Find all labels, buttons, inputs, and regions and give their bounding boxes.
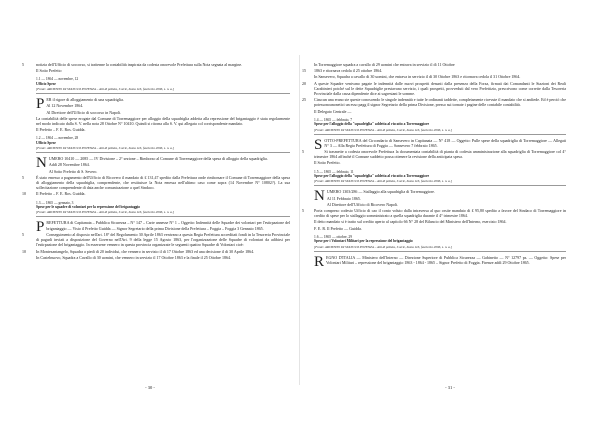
- document-header: [314, 118, 566, 127]
- drop-cap: R: [314, 253, 325, 270]
- paragraph-text: EGNO D'ITALIA — Ministero dell'Interno — Direzione Superiore di Pubblica Sicurezza — Gabinetto — N° 12797 ps. — Oggetto: Spese per Volontari Militari – repressione del brigantaggio 1863 - 1864 - 1865 – Signor Prefetto di Foggia. Firenze addì 29 Ottobre 1865.: [326, 254, 566, 265]
- text-paragraph: [22, 174, 290, 191]
- line-number: 5: [302, 149, 304, 155]
- line-number: 5: [22, 231, 24, 237]
- archive-source: [Fonte: ARCHIVIO DI STATO DI POTENZA – Atti di polizia, I serie, busta 116, fascicolo 2096, s. n. a.]: [314, 128, 566, 135]
- text-paragraph: [36, 68, 290, 73]
- paragraph-text: In Montesantangelo, Squadra a piedi di 20 individui, che vennero in servizio il di 17 Ottobre 1863 ed una decisione il di 30 Aprile 1864.: [36, 248, 255, 254]
- drop-cap: N: [314, 188, 325, 205]
- document-header: [36, 201, 290, 210]
- text-paragraph: [36, 116, 290, 126]
- text-paragraph: [302, 68, 566, 74]
- right-page: [300, 0, 600, 424]
- paragraph-text: ER il rigore di alloggiamento di una squadriglia.: [46, 97, 124, 103]
- paragraph-text: A queste Squadre venivano pagate le indennità dalle nuovi prospetti desunti dalla presenza della Forza, firmati dai Comandanti le Stazioni dei Reali Carabinieri poiché sul le dette Squadriglie prestavano servizio, i quali prospetti, provveduti dal vero Prefettizio, prescrivono come corrette dalla Tesoreria Provinciale dalla cassa dipendente dice ai sagrestani le somme.: [314, 80, 566, 97]
- text-paragraph: [314, 160, 566, 165]
- paragraph-text: OTTO-PREFETTURA del Circondario di Sansevero in Capitanata — N° 418 — Oggetto: Pulle spese della squadriglia di Torremaggiore — Allegati N° 3 — Alla Regia Prefettura di Foggia — Sansevero 7 febbraio 1865.: [324, 137, 566, 148]
- text-paragraph: [302, 208, 566, 219]
- paragraph-text: Al Direttore dell'Ufficio di Ricovero Napoli.: [326, 201, 399, 207]
- paragraph-text: In Castelnuovo, Squadra a Cavallo di 30 uomini, che vennero in servizio il 17 Ottobre 1863 e la finale il 25 Ottobre 1864.: [36, 254, 231, 260]
- document-header: [36, 136, 290, 145]
- paragraph-text: Al Sotto Prefetto di S. Severo.: [48, 168, 98, 174]
- drop-cap: N: [36, 155, 47, 172]
- line-number: 10: [22, 248, 26, 254]
- document-title: Ufficio Spese: [36, 81, 56, 86]
- paragraph-text: UMERO 1303/286 — Stallaggio alla squadriglia di Torremaggiore.: [326, 189, 435, 195]
- paragraph-text: Il detto mandato si è tratto sul credito aperto al capitolo 66 N° 28 del Bilancio del Ministero dell'Interno, esercizio 1864.: [314, 219, 507, 225]
- archive-source: [Fonte: ARCHIVIO DI STATO DI POTENZA – Atti di polizia, I serie, busta 116, fascicolo 2096, s. n. a.]: [314, 245, 566, 252]
- paragraph-text: Al 12 Novembre 1864.: [46, 103, 84, 109]
- paragraph-text: Al Direttore dell'Ufficio di soccorso in Napoli.: [46, 109, 122, 115]
- text-paragraph: [36, 103, 290, 108]
- paragraph-text: Al 11 Febbraio 1865.: [326, 195, 361, 201]
- archive-source: [Fonte: ARCHIVIO DI STATO DI POTENZA – Atti di polizia, I serie, busta 116, fascicolo 2096, s. n. a.]: [36, 210, 290, 217]
- text-paragraph: [314, 226, 566, 231]
- paragraph-text: Il Prefetto – F. E. Ros. Guidda.: [36, 127, 86, 133]
- document-title: Spese per i Volontari Militari per la repressione del brigantaggio: [314, 239, 413, 244]
- document-date: 1.6 — 1865 — ottobre, 29: [314, 234, 353, 239]
- drop-cap: P: [36, 96, 45, 113]
- text-paragraph: [22, 62, 290, 67]
- paragraph-text: Conseguimento al disposto nell'art. 18° del Regolamento 30 Aprile 1863 venivano a questa Regia Prefettura accreditati fondi in la Tesoreria Provinciale di pagarli inviati a disposizione del Governo nell'Art. 9 della legge 15 Agosto 1863, per l'organizzazione delle Squadre di volontari da adibirsi per l'estirpazione del brigantaggio. In essersene vennero in questa provincia organizzate le seguenti quattro Squadre di Volontari cioè:: [36, 231, 290, 248]
- text-paragraph: [22, 231, 290, 248]
- text-paragraph: [314, 74, 566, 79]
- document-title: Spese per le squadre di volontari per la repressione del brigantaggio: [36, 205, 141, 210]
- text-paragraph: [314, 202, 566, 207]
- archive-source: [Fonte: ARCHIVIO DI STATO DI POTENZA – Atti di polizia, I serie, busta 116, fascicolo 2096, s. n. a.]: [314, 179, 566, 186]
- document-date: 1.2 — 1864 — novembre, 28: [36, 136, 79, 141]
- page-number: - 30 -: [145, 385, 155, 390]
- paragraph-text: In Sansevero, Squadra a cavallo di 30 uomini, che entrava in servizio il dì 30 Ottobre 1863 e ritornava cedola il 31 Ottobre 1864.: [314, 74, 521, 80]
- text-paragraph: [314, 62, 566, 67]
- document-title: Spese per l'alloggio della "squadriglia" addetta al riscatto a Torremaggiore: [314, 122, 430, 127]
- document-header: [36, 77, 290, 86]
- text-paragraph: [314, 196, 566, 201]
- paragraph-text: UMERO 10410 — 2085 — IV Divisione – 2° sezione – Rimborso al Comune di Torremaggiore della spesa di alloggio della squadriglia.: [48, 156, 268, 162]
- paragraph-text: Ciascun una erano ste queste conoscendo le singole indennità e tutte le ordinanti taddette, completamente ricevute il mandato che si andiede. Ed è perciò che potessonoanonetici un esso pagg il signor Segretario della prima Divisione, presso sui tornate i pagine delle contabile contabilità.: [314, 97, 566, 108]
- paragraph-text: La contabilità delle spese erogate dal Comune di Torremaggiore per alloggio della squadriglia addetta alla repressione del brigantaggio è stata regolarmente nel modo indicato dalla S. V. nella nota 28 Ottobre N° 10410. Quindi si ritorna alla S. V. qui allegata col corrispondente mandato.: [36, 115, 290, 127]
- text-paragraph: [36, 219, 290, 236]
- document-title: Spese per l'alloggio della "squadriglia" addetta al riscatto a Torremaggiore: [314, 174, 430, 179]
- line-number: 5: [22, 62, 24, 67]
- paragraph-text: REFETTURA di Capitanata – Pubblica Sicurezza – N° 147 – Carte annesse N° 1 – Oggetto: Indennità delle Squadre dei volontari per l'estirpazione del brigantaggio — Visto il Prefetto Guidda — Signor Segretario della prima Divisione della Prefettura – Foggia – Foggia 3 Gennaio 1865.: [46, 220, 290, 231]
- document-date: 1.1 — 1864 — novembre, 12: [36, 77, 79, 82]
- text-paragraph: [22, 248, 290, 254]
- text-paragraph: [36, 127, 290, 132]
- text-paragraph: [314, 219, 566, 224]
- paragraph-text: Il Delegato Centrale —: [314, 108, 352, 114]
- archive-source: [Fonte: ARCHIVIO DI STATO DI POTENZA – Atti di polizia, I serie, busta 116, fascicolo 2096, s. n. a.]: [36, 87, 290, 94]
- paragraph-text: Si trasmette a codesta onorevole Prefettura la documentata contabilità di pianta di codesta amministrazione alla squadriglia di Torremaggiore col 4° trimestre 1864 affinché il Comune suddetto possa ottenere la revisione della anticipata spesa.: [314, 149, 566, 160]
- text-paragraph: [302, 149, 566, 160]
- document-title: Ufficio Spese: [36, 140, 56, 145]
- document-date: 1.3 — 1865 — gennaio, 3: [36, 200, 74, 205]
- document-date: 1.5 — 1865 — febbraio, 11: [314, 169, 354, 174]
- paragraph-text: F. E. R. Il Prefetto — Guidda.: [314, 225, 362, 231]
- drop-cap: S: [314, 136, 323, 153]
- text-paragraph: [22, 191, 290, 197]
- line-number: 25: [302, 97, 306, 103]
- document-header: [314, 235, 566, 244]
- line-number: 10: [22, 191, 26, 197]
- page-number: - 31 -: [445, 385, 455, 390]
- archive-source: [Fonte: ARCHIVIO DI STATO DI POTENZA – Atti di polizia, I serie, busta 116, fascicolo 2096, s. n. a.]: [36, 146, 290, 153]
- text-paragraph: [36, 255, 290, 260]
- text-paragraph: [302, 80, 566, 97]
- text-paragraph: [36, 110, 290, 115]
- paragraph-text: In Torremaggiore squadra a cavallo di 29 uomini che entrava in servizio il dì 11 Ottobre: [314, 62, 455, 67]
- document-header: [314, 170, 566, 179]
- line-number: 15: [302, 68, 306, 74]
- line-number: 20: [302, 80, 306, 86]
- text-paragraph: [302, 97, 566, 108]
- text-paragraph: [314, 109, 566, 114]
- paragraph-text: Il Prefetto – F. E. Ros. Guidda.: [36, 191, 86, 197]
- text-paragraph: [36, 162, 290, 167]
- text-paragraph: [314, 253, 566, 270]
- paragraph-text: Il Sotto Prefetto.: [314, 160, 341, 166]
- document-date: 1.4 — 1865 — febbraio, 7: [314, 117, 353, 122]
- paragraph-text: Il Sotto Prefetto: [36, 68, 62, 74]
- line-number: 5: [22, 174, 24, 180]
- paragraph-text: Addì 28 Novembre 1864.: [48, 162, 90, 168]
- line-number: 5: [302, 208, 304, 214]
- paragraph-text: 1863 e ritornava cedola il 25 ottobre 1864.: [314, 68, 383, 74]
- text-paragraph: [314, 136, 566, 153]
- drop-cap: P: [36, 219, 45, 236]
- text-paragraph: [36, 169, 290, 174]
- paragraph-text: notizia dell'Ufficio di soccorso, si trattenne la contabilità inspirata da codesta onorevole Prefettura sulla Nota segnata al margine.: [36, 62, 243, 67]
- paragraph-text: Porta compreso codesto Ufficio di cao il conto voluto dalla intraversa al quo orsite mandato di £ 95,80 spedito a favore del Sindaco di Torremaggiore in credito di spese per lo stallaggio somministrato a quella squadriglia durante il 4° trimestre 1864.: [314, 208, 566, 219]
- paragraph-text: È stato emesso a pagamento dell'Ufficio di Ricovero il mandato di £ 131,47 spedito dalla Prefettura onde rimborsare il Comune di Torremaggiore della spesa di alloggiamento della squadriglia, comprendente, che restituisce la Nota emessa nell'ultimo caso come sopra (14 Novembre N° 10802?). La sua sollecitazione comprendente di data anche comunicazione a quel Sindaco.: [36, 174, 290, 191]
